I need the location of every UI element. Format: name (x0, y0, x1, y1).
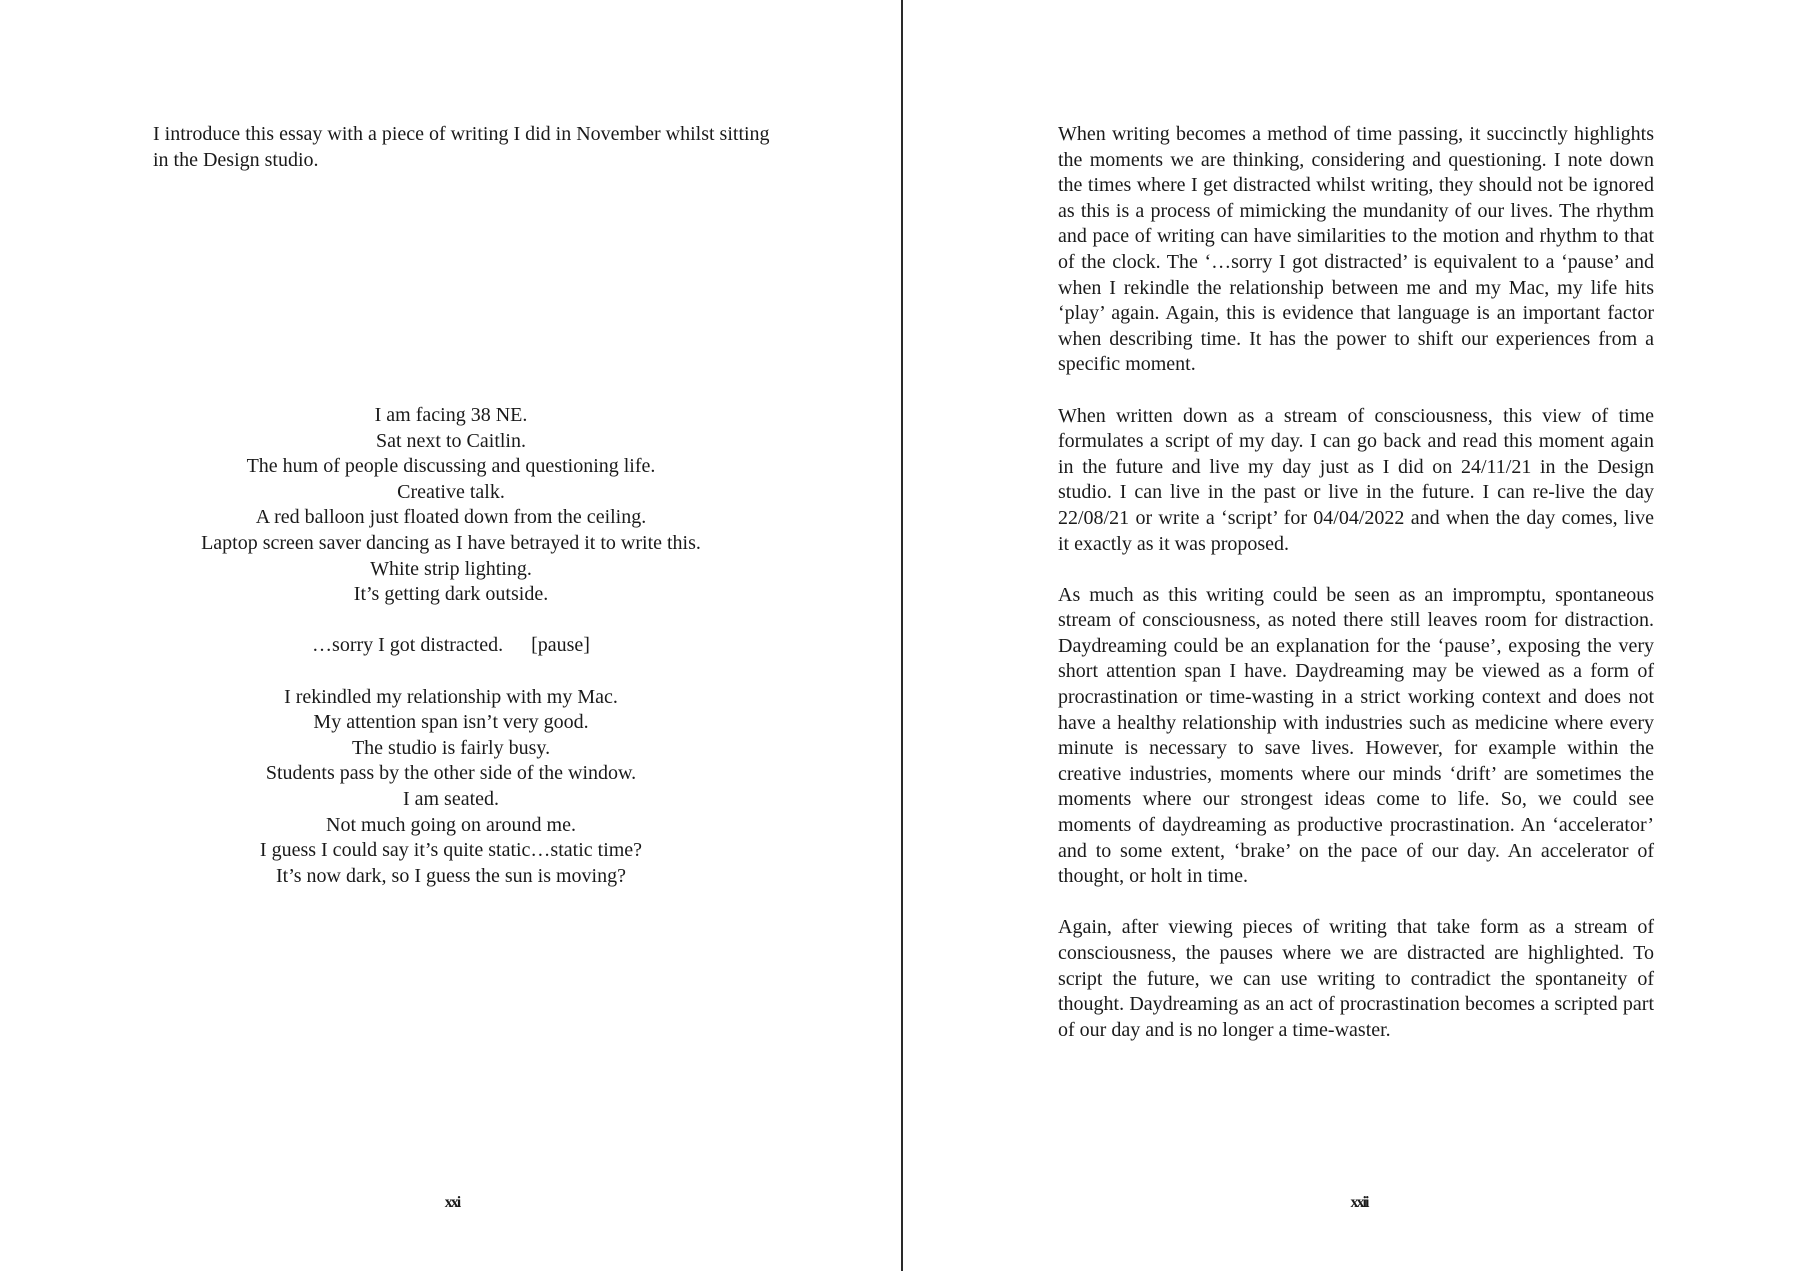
poem-line: My attention span isn’t very good. (313, 711, 589, 734)
poem-line: The hum of people discussing and questioning life. (246, 455, 656, 478)
poem-line: Creative talk. (397, 480, 505, 503)
poem-line: Students pass by the other side of the window. (265, 762, 637, 785)
poem-line: A red balloon just floated down from the ceiling. (255, 506, 647, 529)
right-page (903, 0, 1803, 1271)
intro-paragraph: I introduce this essay with a piece of writing I did in November whilst sitting in the Design studio. (153, 123, 770, 171)
poem-line: Sat next to Caitlin. (376, 429, 526, 452)
poem-line: Laptop screen saver dancing as I have betrayed it to write this. (201, 531, 701, 554)
poem-line: Not much going on around me. (326, 813, 576, 836)
essay-paragraph: As much as this writing could be seen as an impromptu, spontaneous stream of consciousness, as noted there still leaves room for distraction. Daydreaming could be an explanation for the ‘pause’, exposing the very short attention span I have. Daydreaming may be viewed as a form of procrastination or time-wasting in a strict working context and does not have a healthy relationship with industries such as medicine where every minute is necessary to save lives. However, for example within the creative industries, moments where our minds ‘drift’ are sometimes the moments where our strongest ideas come to life. So, we could see moments of daydreaming as productive procrastination. An ‘accelerator’ and to some extent, ‘brake’ on the pace of our day. An accelerator of thought, or holt in time. (1058, 583, 1654, 888)
poem-line: I guess I could say it’s quite static…static time? (259, 839, 643, 862)
pause-line (153, 633, 749, 659)
poem-line: It’s getting dark outside. (353, 583, 549, 606)
poem-line: I am facing 38 NE. (374, 404, 528, 426)
page-number-left: xxi (444, 1194, 460, 1211)
essay-body (1058, 122, 1654, 1069)
poem (153, 403, 749, 889)
poem-line: White strip lighting. (370, 557, 532, 580)
left-page (0, 0, 900, 1271)
stanza-break (153, 659, 749, 685)
poem-line: The studio is fairly busy. (351, 736, 551, 759)
poem-line: It’s now dark, so I guess the sun is moving? (276, 864, 626, 887)
essay-paragraph: Again, after viewing pieces of writing that take form as a stream of consciousness, the pauses where we are distracted are highlighted. To script the future, we can use writing to contradict the spontaneity of thought. Daydreaming as an act of procrastination becomes a scripted part of our day and is no longer a time-waster. (1058, 916, 1654, 1041)
page-number-right: xxii (1350, 1194, 1368, 1211)
poem-line: I am seated. (402, 787, 500, 810)
stanza-break (153, 608, 749, 634)
poem-line: I rekindled my relationship with my Mac. (284, 685, 618, 708)
pause-marker: [pause] (531, 634, 590, 657)
essay-paragraph: When writing becomes a method of time passing, it succinctly highlights the moments we are thinking, considering and questioning. I note down the times where I get distracted whilst writing, they should not be ignored as this is a process of mimicking the mundanity of our lives. The rhythm and pace of writing can have similarities to the motion and rhythm to that of the clock. The ‘…sorry I got distracted’ is equivalent to a ‘pause’ and when I rekindle the relationship between me and my Mac, my life hits ‘play’ again. Again, this is evidence that language is an important factor when describing time. It has the power to shift our experiences from a specific moment. (1058, 123, 1654, 376)
distracted-text: …sorry I got distracted. (312, 634, 504, 657)
essay-paragraph: When written down as a stream of consciousness, this view of time formulates a script of my day. I can go back and read this moment again in the future and live my day just as I did on 24/11/21 in the Design studio. I can live in the past or live in the future. I can re-live the day 22/08/21 or write a ‘script’ for 04/04/2022 and when the day comes, live it exactly as it was proposed. (1058, 404, 1654, 555)
